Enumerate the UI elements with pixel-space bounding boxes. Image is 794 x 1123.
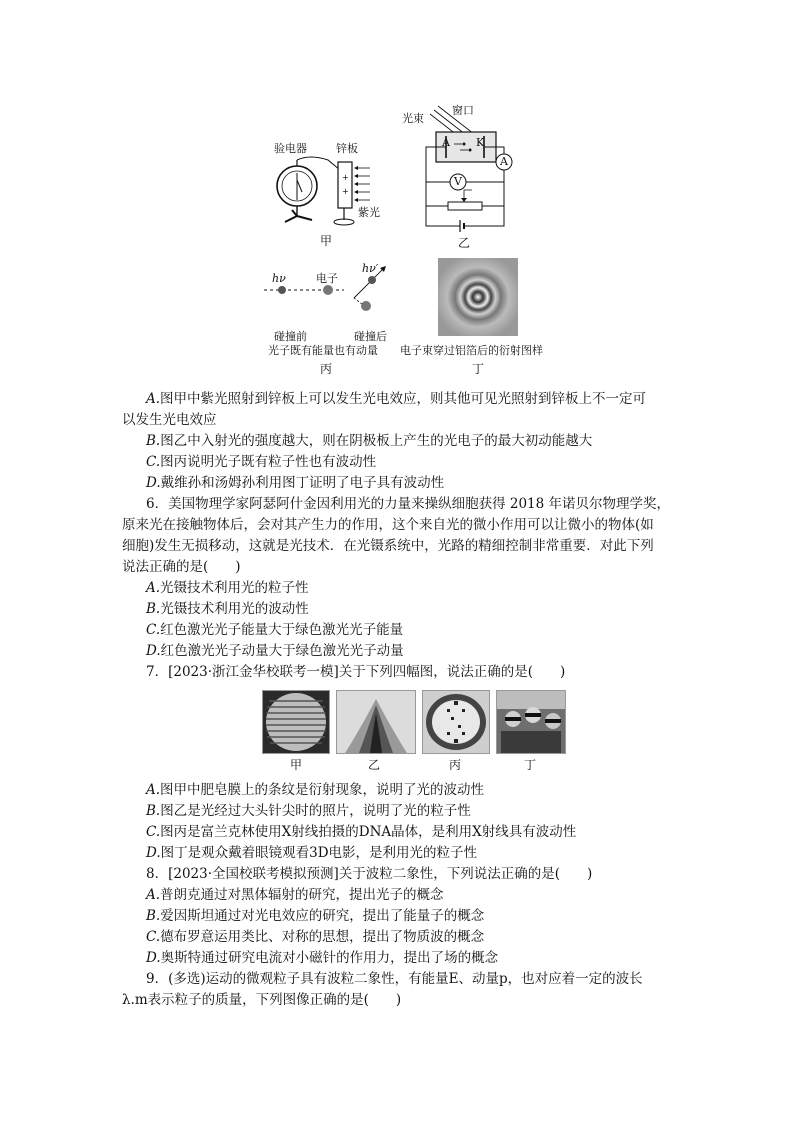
q8-option-D-text: 奥斯特通过研究电流对小磁针的作用力，提出了场的概念 <box>160 950 499 966</box>
label-window: 窗口 <box>452 104 474 117</box>
q6-stem-line2: 原来光在接触物体后，会对其产生力的作用，这个来自光的微小作用可以让微小的物体(如 <box>122 517 654 533</box>
q7-photo-jia <box>262 690 330 754</box>
q7-option-C-letter: C. <box>146 824 161 840</box>
q5-option-C-letter: C. <box>146 454 161 470</box>
q7-stem: 7．[2023·浙江金华校联考一模]关于下列四幅图，说法正确的是( ) <box>146 664 566 680</box>
q6-stem-line4: 说法正确的是( ) <box>122 559 241 575</box>
label-electron: 电子 <box>316 272 338 285</box>
q9-stem-line1: 9．(多选)运动的微观粒子具有波粒二象性，有能量E、动量p，也对应着一定的波长 <box>146 971 643 987</box>
q8-option-D-letter: D. <box>146 950 161 966</box>
label-ammeter: A <box>500 155 508 168</box>
pin-tip-diffraction-image <box>337 691 415 753</box>
q7-caption-yi: 乙 <box>368 758 381 772</box>
figure-yi <box>398 102 526 250</box>
soap-film-image <box>263 691 329 753</box>
q6-option-C-letter: C. <box>146 622 161 638</box>
q8-stem: 8．[2023·全国校联考模拟预测]关于波粒二象性，下列说法正确的是( ) <box>146 866 593 882</box>
q7-option-D-text: 图丁是观众戴着眼镜观看3D电影，是利用光的粒子性 <box>160 845 478 861</box>
q6-option-A-text: 光镊技术利用光的粒子性 <box>160 580 309 596</box>
q7-option-A-letter: A. <box>146 782 161 798</box>
svg-text:+: + <box>342 187 349 196</box>
q6-option-B-text: 光镊技术利用光的波动性 <box>160 601 309 617</box>
q7-option-C <box>146 822 576 842</box>
q7-photo-bing <box>422 690 490 754</box>
q8-option-C-letter: C. <box>146 929 161 945</box>
label-zinc-plate: 锌板 <box>336 142 358 155</box>
desc-ding: 电子束穿过铝箔后的衍射图样 <box>400 344 543 357</box>
label-validator: 验电器 <box>274 142 307 155</box>
q8-option-A-letter: A. <box>146 887 161 903</box>
figure-jia <box>270 140 390 248</box>
label-hv-before: hν <box>272 272 286 285</box>
3d-movie-audience-image <box>497 691 565 753</box>
q6-option-C <box>146 620 403 640</box>
q6-option-B <box>146 599 309 619</box>
q8-option-B-letter: B. <box>146 908 161 924</box>
caption-ding: 丁 <box>472 362 485 376</box>
label-light-beam: 光束 <box>402 112 424 125</box>
q6-option-D-text: 红色激光光子动量大于绿色激光光子动量 <box>160 643 404 659</box>
q8-option-B <box>146 906 484 926</box>
svg-text:+: + <box>342 173 349 182</box>
q6-option-D <box>146 641 404 661</box>
q7-caption-bing: 丙 <box>449 758 462 772</box>
q7-option-A <box>146 780 484 800</box>
q6-option-C-text: 红色激光光子能量大于绿色激光光子能量 <box>160 622 404 638</box>
caption-yi: 乙 <box>458 236 471 250</box>
q6-option-A-letter: A. <box>146 580 161 596</box>
dna-xray-image <box>423 691 489 753</box>
q7-caption-jia: 甲 <box>290 758 303 772</box>
q7-option-A-text: 图甲中肥皂膜上的条纹是衍射现象，说明了光的波动性 <box>160 782 485 798</box>
caption-jia: 甲 <box>320 234 333 248</box>
q6-option-B-letter: B. <box>146 601 161 617</box>
q7-option-D <box>146 843 477 863</box>
q7-caption-ding: 丁 <box>524 758 537 772</box>
label-before-collision: 碰撞前 <box>274 330 307 343</box>
figure-bing <box>262 258 404 376</box>
q5-option-C <box>146 452 376 472</box>
q5-option-B <box>146 431 592 451</box>
q5-option-D <box>146 473 444 493</box>
q8-option-C <box>146 927 484 947</box>
q9-stem-line2: λ.m表示粒子的质量，下列图像正确的是( ) <box>122 992 402 1008</box>
q7-option-B-letter: B. <box>146 803 161 819</box>
q8-option-D <box>146 948 498 968</box>
label-plate-K: K <box>476 136 485 149</box>
q6-stem-line3: 细胞)发生无损移动，这就是光技术．在光镊系统中，光路的精细控制非常重要．对此下列 <box>122 538 654 554</box>
q7-photo-yi <box>336 690 416 754</box>
q5-option-A-text: 图甲中紫光照射到锌板上可以发生光电效应，则其他可见光照射到锌板上不一定可 <box>160 391 647 407</box>
label-after-collision: 碰撞后 <box>354 330 387 343</box>
q8-option-C-text: 德布罗意运用类比、对称的思想，提出了物质波的概念 <box>160 929 485 945</box>
label-purple-light: 紫光 <box>358 206 380 219</box>
label-plate-A: A <box>442 136 450 149</box>
q8-option-A-text: 普朗克通过对黑体辐射的研究，提出光子的概念 <box>160 887 444 903</box>
label-voltmeter: V <box>454 175 462 188</box>
q6-stem-line1: 6．美国物理学家阿瑟阿什金因利用光的力量来操纵细胞获得 2018 年诺贝尔物理学奖， <box>146 496 671 512</box>
q7-option-B <box>146 801 471 821</box>
q5-option-B-text: 图乙中入射光的强度越大，则在阴极板上产生的光电子的最大初动能越大 <box>160 433 593 449</box>
figure-ding <box>400 258 570 376</box>
q5-option-D-letter: D. <box>146 475 161 491</box>
q5-option-A-letter: A. <box>146 391 161 407</box>
diffraction-pattern-image <box>438 258 518 336</box>
q5-option-A-cont: 以发生光电效应 <box>122 412 217 428</box>
q8-option-A <box>146 885 444 905</box>
q8-option-B-text: 爱因斯坦通过对光电效应的研究，提出了能量子的概念 <box>160 908 485 924</box>
q7-option-C-text: 图丙是富兰克林使用X射线拍摄的DNA晶体，是利用X射线具有波动性 <box>160 824 577 840</box>
q7-option-B-text: 图乙是光经过大头针尖时的照片，说明了光的粒子性 <box>160 803 471 819</box>
q7-option-D-letter: D. <box>146 845 161 861</box>
label-hv-after: hν′ <box>362 262 379 275</box>
desc-bing: 光子既有能量也有动量 <box>268 344 378 357</box>
q5-option-A <box>146 389 646 409</box>
q5-option-D-text: 戴维孙和汤姆孙利用图丁证明了电子具有波动性 <box>160 475 445 491</box>
q6-option-D-letter: D. <box>146 643 161 659</box>
q5-option-C-text: 图丙说明光子既有粒子性也有波动性 <box>160 454 377 470</box>
q5-option-B-letter: B. <box>146 433 161 449</box>
caption-bing: 丙 <box>320 362 333 376</box>
q7-photo-ding <box>496 690 566 754</box>
q6-option-A <box>146 578 309 598</box>
